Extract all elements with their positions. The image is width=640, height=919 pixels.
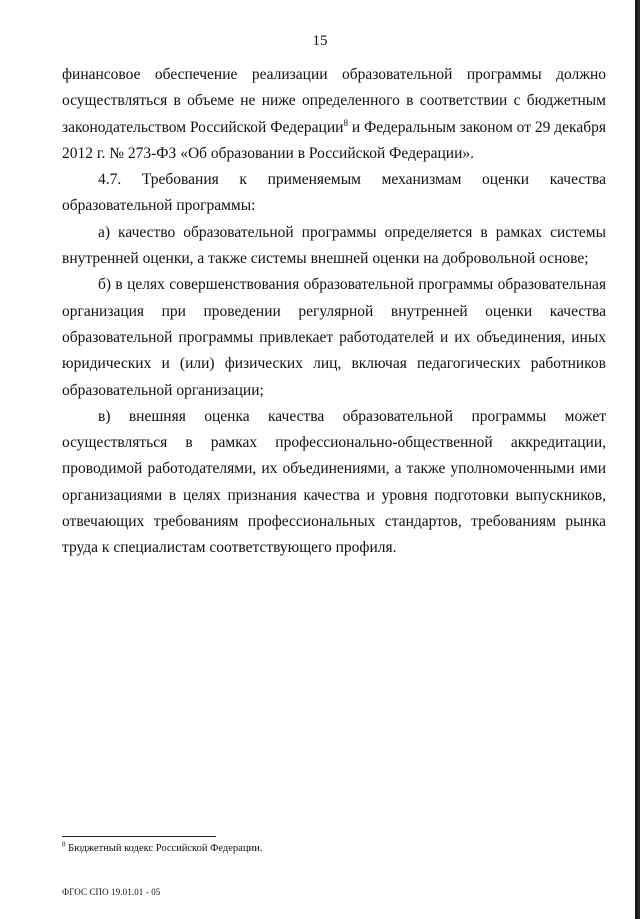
paragraph-4-7: 4.7. Требования к применяемым механизмам оценки качества образовательной программы: bbox=[62, 171, 606, 215]
footnote-text: Бюджетный кодекс Российской Федерации. bbox=[65, 843, 263, 854]
footnote-marker: 8 bbox=[62, 840, 66, 849]
footnote-divider bbox=[62, 836, 216, 837]
page-number: 15 bbox=[312, 33, 328, 49]
footnote-reference[interactable]: 8 bbox=[343, 117, 348, 128]
paragraph-item-b: б) в целях совершенствования образовательной программы образовательная организация при проведении регулярной внутренней оценки качества образовательной программы привлекает работодателей и их объединения, иных юридических и (или) физических лиц, включая педагогических работников образовательной организации; bbox=[62, 276, 606, 399]
paragraph-funding-text-before: финансовое обеспечение реализации образовательной программы должно осуществляться в объеме не ниже определенного в соответствии с бюджетным законодательством Российской Федерации bbox=[62, 66, 606, 136]
document-body bbox=[62, 62, 606, 562]
scan-edge bbox=[635, 0, 638, 919]
paragraph-funding bbox=[62, 62, 606, 167]
paragraph-item-a: а) качество образовательной программы определяется в рамках системы внутренней оценки, а также системы внешней оценки на добровольной основе; bbox=[62, 223, 606, 268]
document-code: ФГОС СПО 19.01.01 - 05 bbox=[62, 887, 161, 897]
footnote bbox=[62, 842, 562, 856]
paragraph-item-v: в) внешняя оценка качества образовательной программы может осуществляться в рамках профессионально-общественной аккредитации, проводимой работодателями, их объединениями, а также уполномоченными ими организациями в целях признания качества и уровня подготовки выпускников, отвечающих требованиям профессиональных стандартов, требованиям рынка труда к специалистам соответствующего профиля. bbox=[62, 407, 606, 557]
paragraph-funding-text-after: и Федеральным законом от 29 декабря 2012 г. № 273-ФЗ «Об образовании в Российской Федерации». bbox=[62, 118, 606, 162]
